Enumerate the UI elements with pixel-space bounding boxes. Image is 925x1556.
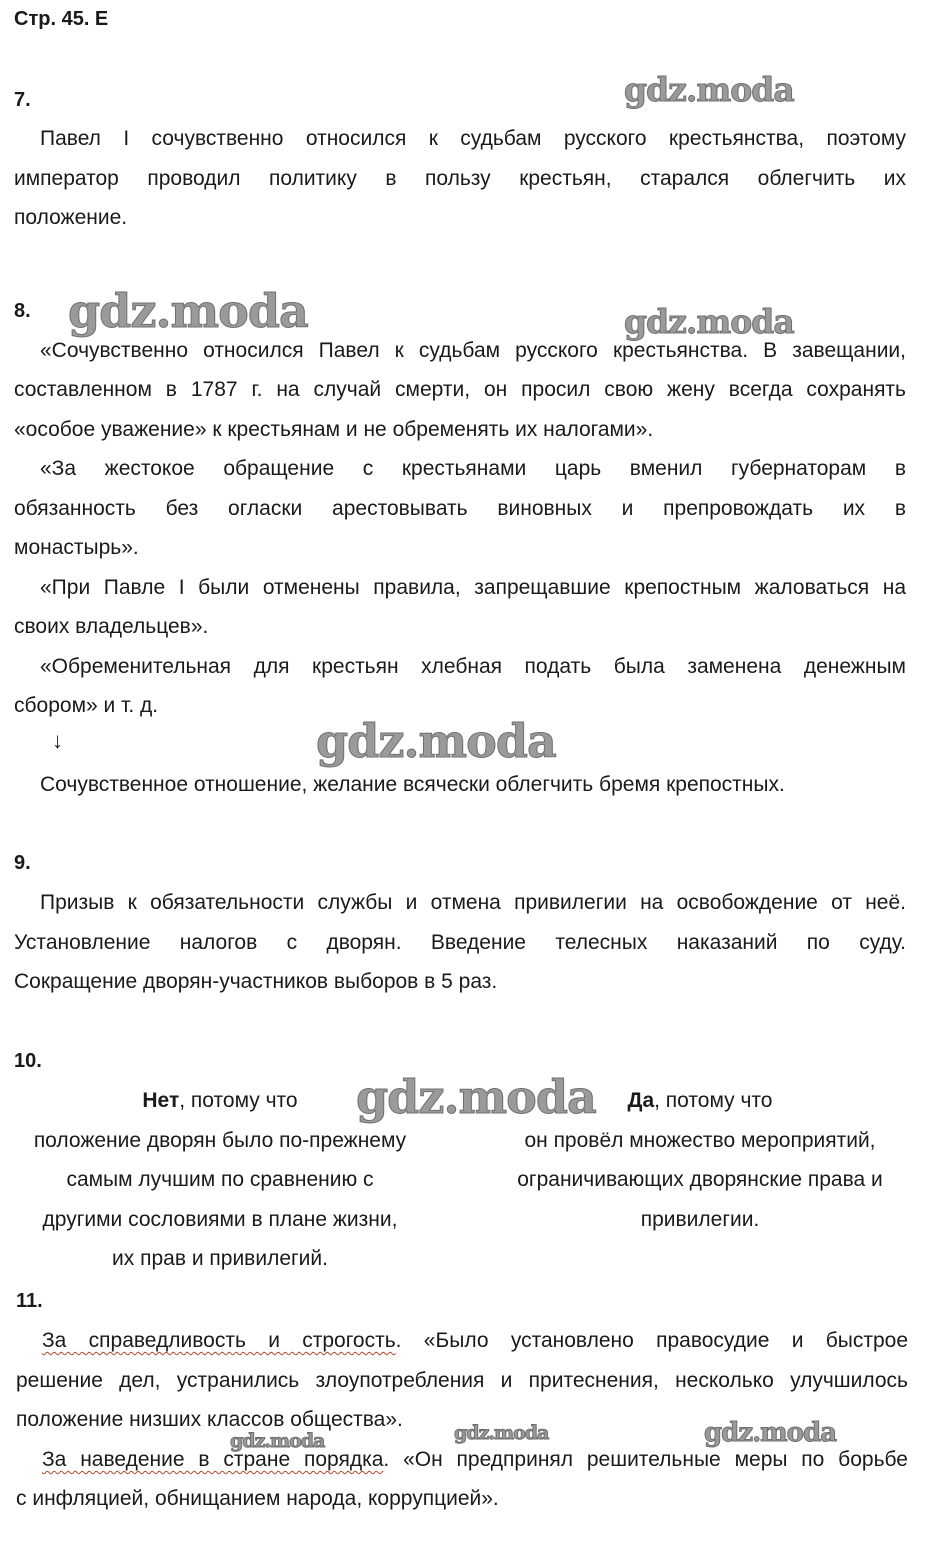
q11-line: решение дел, устранились злоупотребления и притеснения, несколько улучшилось [16,1369,908,1392]
page-header: Стр. 45. Е [14,8,109,30]
q8-line: «Сочувственно относился Павел к судьбам русского крестьянства. В завещании, [40,339,906,362]
question-9-number: 9. [14,852,31,874]
watermark-logo: gdz.moda [624,302,794,341]
q10-left-column [14,1081,426,1279]
q11-underlined-phrase: За наведение в стране порядка [42,1448,384,1471]
q10-right-heading-rest: , потому что [654,1089,773,1112]
q10-right-line: привилегии. [640,1207,760,1231]
q10-left-heading [14,1081,426,1121]
watermark-logo: gdz.moda [316,714,556,768]
q9-line: Призыв к обязательности службы и отмена привилегии на освобождение от неё. [40,891,906,914]
q10-left-line: положение дворян было по-прежнему [33,1128,407,1152]
q10-right-heading [490,1081,910,1121]
question-11-number: 11. [16,1290,43,1312]
q8-line: сбором» и т. д. [14,694,159,717]
q10-right-line: он провёл множество мероприятий, [524,1128,876,1152]
q8-line: обязанность без огласки арестовывать виновных и препровождать их в [14,497,906,520]
q11-underlined-phrase: За справедливость и строгость [42,1329,396,1352]
q11-line: с инфляцией, обнищанием народа, коррупцией». [16,1487,499,1510]
q8-conclusion: Сочувственное отношение, желание всячески облегчить бремя крепостных. [40,773,785,796]
q11-paragraph-2-first-line [16,1440,908,1480]
q8-line: «особое уважение» к крестьянам и не обременять их налогами». [14,418,654,441]
question-10-number: 10. [14,1050,42,1072]
q7-line: положение. [14,206,128,229]
q11-line: положение низших классов общества». [16,1408,403,1431]
q10-right-answer: Да [627,1089,655,1112]
question-7-number: 7. [14,89,31,111]
q7-line: Павел I сочувственно относился к судьбам русского крестьянства, поэтому [40,127,906,150]
q10-right-line: ограничивающих дворянские права и [517,1168,883,1192]
q10-right-column [490,1081,910,1239]
q7-line: император проводил политику в пользу крестьян, старался облегчить их [14,167,906,190]
watermark-logo: gdz.moda [230,1430,325,1452]
q8-line: монастырь». [14,536,139,559]
arrow-down-icon: ↓ [52,728,63,753]
watermark-logo: gdz.moda [624,70,794,109]
q8-line: составленном в 1787 г. на случай смерти, он просил свою жену всегда сохранять [14,378,906,401]
q10-left-line: самым лучшим по сравнению с [66,1168,374,1192]
q11-line-rest: . «Было установлено правосудие и быстрое [395,1329,908,1352]
q8-line: «При Павле I были отменены правила, запрещавшие крепостным жаловаться на [40,576,906,599]
q8-line: «Обременительная для крестьян хлебная подать была заменена денежным [40,655,906,678]
watermark-logo: gdz.moda [454,1422,549,1444]
q10-left-line: их прав и привилегий. [112,1247,328,1271]
watermark-logo: gdz.moda [356,1070,596,1124]
q8-line: «За жестокое обращение с крестьянами царь вменил губернаторам в [40,457,906,480]
q10-left-line: другими сословиями в плане жизни, [42,1207,398,1231]
q8-line: своих владельцев». [14,615,209,638]
q9-line: Сокращение дворян-участников выборов в 5 раз. [14,970,498,993]
q10-left-heading-rest: , потому что [179,1089,298,1112]
q11-line-rest: . «Он предпринял решительные меры по борьбе [383,1448,908,1471]
watermark-logo: gdz.moda [704,1418,837,1448]
q9-line: Установление налогов с дворян. Введение телесных наказаний по суду. [14,931,906,954]
watermark-logo: gdz.moda [68,284,308,338]
q11-paragraph-1-first-line [16,1321,908,1361]
question-8-number: 8. [14,300,31,322]
q10-left-answer: Нет [142,1089,180,1112]
